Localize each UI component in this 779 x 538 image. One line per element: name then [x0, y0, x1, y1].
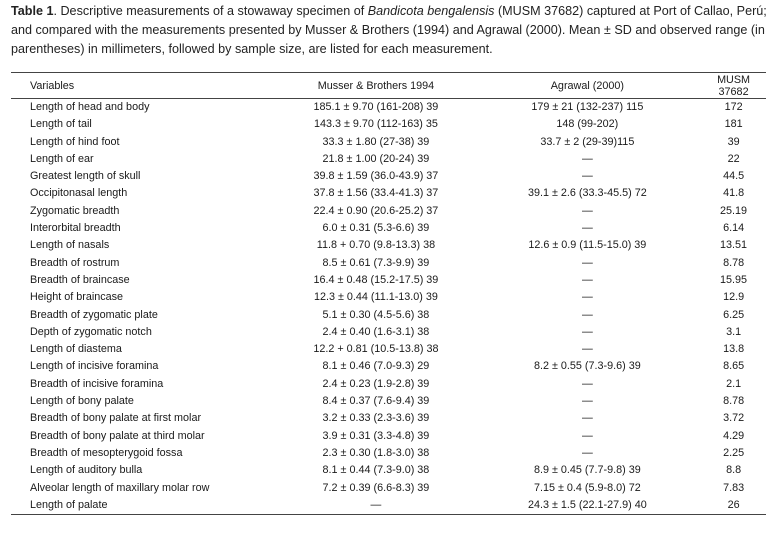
cell-musser-brothers: 16.4 ± 0.48 (15.2-17.5) 39	[313, 273, 439, 286]
cell-musser-brothers: 2.4 ± 0.23 (1.9-2.8) 39	[322, 377, 430, 390]
header-musm: MUSM 37682	[701, 73, 766, 99]
cell-musm: 172	[724, 101, 743, 113]
cell-musser-brothers: 8.5 ± 0.61 (7.3-9.9) 39	[322, 256, 430, 269]
caption-label: Table 1	[11, 4, 54, 18]
table-row	[11, 220, 766, 237]
cell-agrawal: —	[581, 412, 593, 425]
cell-agrawal: 179 ± 21 (132-237) 115	[531, 101, 644, 113]
cell-variable: Length of diastema	[30, 343, 122, 356]
cell-variable: Breadth of zygomatic plate	[30, 308, 158, 321]
cell-agrawal: —	[581, 256, 593, 269]
cell-musm: 41.8	[723, 187, 745, 200]
table-row	[11, 428, 766, 445]
cell-agrawal: —	[581, 377, 593, 390]
header-row	[11, 73, 766, 99]
table-row	[11, 324, 766, 341]
cell-variable: Breadth of braincase	[30, 273, 130, 286]
cell-agrawal: —	[581, 204, 593, 217]
cell-variable: Depth of zygomatic notch	[30, 325, 152, 338]
caption-text-before: . Descriptive measurements of a stowaway specimen of	[53, 4, 368, 18]
cell-variable: Length of nasals	[30, 239, 110, 252]
cell-agrawal: —	[581, 429, 593, 442]
cell-agrawal: 24.3 ± 1.5 (22.1-27.9) 40	[474, 497, 702, 515]
cell-variable: Breadth of rostrum	[30, 256, 120, 269]
cell-musm: 2.1	[726, 377, 742, 390]
cell-musm: 39	[727, 135, 740, 148]
table-row	[11, 376, 766, 393]
cell-agrawal: —	[581, 273, 593, 286]
table-body	[11, 99, 766, 515]
cell-musser-brothers: 12.3 ± 0.44 (11.1-13.0) 39	[313, 291, 438, 304]
caption-text-after: (MUSM 37682) captured at Port of Callao, Perú; and compared with the measurements presented by Musser & Brothers (1994) and Agrawal (2000). Mean ± SD and observed range (in parentheses) in millimeters, followed by sample size, are listed for each measurement.	[11, 4, 767, 56]
cell-agrawal: —	[581, 170, 593, 183]
cell-agrawal: 12.6 ± 0.9 (11.5-15.0) 39	[528, 239, 647, 252]
cell-musser-brothers: 33.3 ± 1.80 (27-38) 39	[322, 135, 430, 148]
cell-musm: 15.95	[720, 273, 748, 286]
table-row	[11, 393, 766, 410]
header-agrawal: Agrawal (2000)	[474, 73, 702, 99]
table-row	[11, 358, 766, 375]
cell-variable: Interorbital breadth	[30, 222, 121, 235]
cell-agrawal: —	[581, 343, 593, 356]
cell-musm: 13.51	[720, 239, 748, 252]
cell-variable: Breadth of mesopterygoid fossa	[30, 446, 183, 459]
cell-variable: Alveolar length of maxillary molar row	[30, 481, 210, 494]
caption-species: Bandicota bengalensis	[367, 4, 495, 18]
cell-agrawal: —	[581, 222, 593, 235]
cell-agrawal: 148 (99-202)	[556, 118, 619, 131]
cell-variable: Length of hind foot	[30, 135, 120, 148]
cell-agrawal: 33.7 ± 2 (29-39)115	[540, 135, 635, 148]
cell-variable: Length of ear	[30, 152, 94, 165]
cell-musm: 6.25	[723, 308, 745, 321]
cell-musser-brothers: 21.8 ± 1.00 (20-24) 39	[322, 152, 430, 165]
table-row	[11, 307, 766, 324]
cell-musm: 3.1	[726, 325, 742, 338]
cell-musm: 8.65	[723, 360, 745, 373]
cell-variable: Length of incisive foramina	[30, 360, 159, 373]
table-header	[11, 73, 766, 99]
cell-musm: 22	[727, 152, 740, 165]
table-row	[11, 497, 766, 515]
cell-musser-brothers: 2.4 ± 0.40 (1.6-3.1) 38	[322, 325, 430, 338]
cell-musm: 181	[724, 118, 743, 131]
table-row	[11, 289, 766, 306]
cell-musser-brothers: 8.1 ± 0.44 (7.3-9.0) 38	[322, 464, 430, 477]
cell-musser-brothers: 12.2 + 0.81 (10.5-13.8) 38	[313, 343, 439, 356]
cell-agrawal: —	[581, 395, 593, 408]
cell-agrawal: 39.1 ± 2.6 (33.3-45.5) 72	[527, 187, 647, 200]
cell-musser-brothers: —	[278, 497, 473, 515]
cell-musser-brothers: 37.8 ± 1.56 (33.4-41.3) 37	[313, 187, 439, 200]
table-row	[11, 203, 766, 220]
cell-variable: Length of palate	[11, 497, 278, 515]
cell-musm: 4.29	[723, 429, 745, 442]
cell-musser-brothers: 39.8 ± 1.59 (36.0-43.9) 37	[313, 170, 439, 183]
table-row	[11, 185, 766, 202]
cell-musm: 12.9	[723, 291, 745, 304]
cell-musm: 8.78	[723, 256, 745, 269]
cell-agrawal: —	[581, 152, 593, 165]
table-row	[11, 341, 766, 358]
header-musser-brothers: Musser & Brothers 1994	[278, 73, 473, 99]
table-row	[11, 410, 766, 427]
cell-musm: 2.25	[723, 446, 745, 459]
cell-musm: 3.72	[723, 412, 745, 425]
measurements-table	[11, 72, 766, 515]
cell-variable: Greatest length of skull	[30, 170, 141, 183]
cell-musm: 8.78	[723, 395, 745, 408]
cell-musm: 6.14	[723, 222, 745, 235]
cell-variable: Length of bony palate	[30, 395, 134, 408]
table-row	[11, 134, 766, 151]
cell-agrawal: —	[581, 308, 593, 321]
table-row	[11, 99, 766, 117]
cell-agrawal: 7.15 ± 0.4 (5.9-8.0) 72	[533, 481, 641, 494]
table-row	[11, 151, 766, 168]
table-row	[11, 462, 766, 479]
cell-musser-brothers: 5.1 ± 0.30 (4.5-5.6) 38	[322, 308, 430, 321]
cell-musm: 26	[701, 497, 766, 515]
cell-agrawal: —	[581, 325, 593, 338]
cell-agrawal: 8.2 ± 0.55 (7.3-9.6) 39	[533, 360, 641, 373]
cell-variable: Breadth of bony palate at third molar	[30, 429, 205, 442]
cell-musser-brothers: 8.1 ± 0.46 (7.0-9.3) 29	[322, 360, 430, 373]
table-row	[11, 480, 766, 497]
cell-musm: 7.83	[723, 481, 745, 494]
cell-musser-brothers: 3.2 ± 0.33 (2.3-3.6) 39	[322, 412, 430, 425]
cell-musser-brothers: 143.3 ± 9.70 (112-163) 35	[313, 118, 438, 131]
cell-variable: Length of head and body	[30, 101, 150, 113]
cell-musm: 44.5	[723, 170, 745, 183]
table-row	[11, 116, 766, 133]
table-row	[11, 237, 766, 254]
cell-variable: Occipitonasal length	[30, 187, 128, 200]
cell-musser-brothers: 6.0 ± 0.31 (5.3-6.6) 39	[322, 222, 430, 235]
cell-musm: 25.19	[720, 204, 748, 217]
cell-musser-brothers: 185.1 ± 9.70 (161-208) 39	[313, 101, 439, 113]
table-row	[11, 168, 766, 185]
cell-agrawal: 8.9 ± 0.45 (7.7-9.8) 39	[533, 464, 641, 477]
cell-musser-brothers: 22.4 ± 0.90 (20.6-25.2) 37	[313, 204, 439, 217]
cell-musser-brothers: 3.9 ± 0.31 (3.3-4.8) 39	[322, 429, 430, 442]
cell-musser-brothers: 11.8 + 0.70 (9.8-13.3) 38	[316, 239, 436, 252]
cell-variable: Zygomatic breadth	[30, 204, 120, 217]
cell-agrawal: —	[581, 291, 593, 304]
table-row	[11, 445, 766, 462]
cell-variable: Length of tail	[30, 118, 92, 131]
cell-variable: Breadth of bony palate at first molar	[30, 412, 202, 425]
cell-musser-brothers: 8.4 ± 0.37 (7.6-9.4) 39	[322, 395, 430, 408]
cell-variable: Breadth of incisive foramina	[30, 377, 164, 390]
cell-musm: 13.8	[723, 343, 745, 356]
table-row	[11, 272, 766, 289]
cell-musm: 8.8	[726, 464, 742, 477]
cell-variable: Length of auditory bulla	[30, 464, 143, 477]
cell-musser-brothers: 2.3 ± 0.30 (1.8-3.0) 38	[322, 446, 430, 459]
table-caption	[11, 2, 767, 59]
cell-agrawal: —	[581, 446, 593, 459]
cell-musser-brothers: 7.2 ± 0.39 (6.6-8.3) 39	[322, 481, 430, 494]
table-row	[11, 255, 766, 272]
cell-variable: Height of braincase	[30, 291, 124, 304]
header-variables: Variables	[11, 73, 278, 99]
